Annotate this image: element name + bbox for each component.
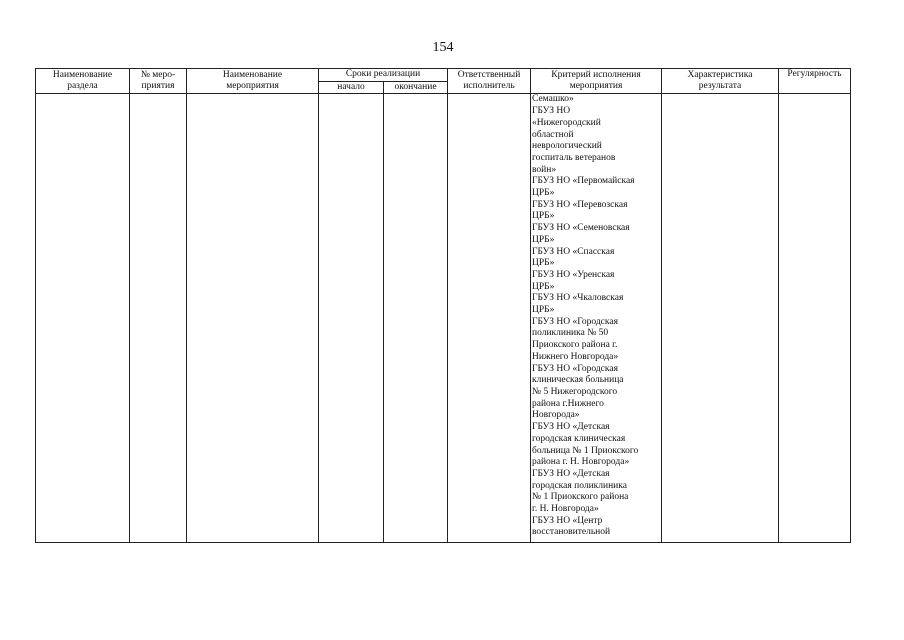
- criterion-line: ГБУЗ НО «Чкаловская: [532, 293, 624, 304]
- criterion-line: Нижнего Новгорода»: [532, 351, 619, 362]
- header-row-top: [36, 69, 851, 82]
- criterion-line: восстановительной: [532, 527, 611, 538]
- header-criterion: [531, 69, 662, 94]
- cell-criterion: [531, 94, 662, 543]
- cell-number: [130, 94, 187, 543]
- criterion-line: Семашко»: [532, 94, 574, 105]
- header-number-line-2: приятия: [141, 81, 175, 92]
- header-start: начало: [319, 81, 384, 94]
- header-event-name-line-1: Наименование: [222, 69, 283, 80]
- criterion-line: ЦРБ»: [532, 211, 555, 222]
- criterion-line: № 5 Нижегородского: [532, 386, 618, 397]
- table-row: [36, 94, 851, 543]
- cell-result: [662, 94, 779, 543]
- criterion-line: ГБУЗ НО «Центр: [532, 515, 603, 526]
- cell-responsible: [448, 94, 531, 543]
- header-result: [662, 69, 779, 94]
- criterion-line: г. Н. Новгорода»: [532, 504, 599, 515]
- header-deadlines: Сроки реализации: [319, 69, 448, 82]
- criterion-line: ЦРБ»: [532, 281, 555, 292]
- header-result-line-1: Характеристика: [687, 69, 753, 80]
- criterion-line: ГБУЗ НО «Спасская: [532, 246, 615, 257]
- criterion-line: Новгорода»: [532, 410, 580, 421]
- criterion-line: госпиталь ветеранов: [532, 152, 616, 163]
- criterion-line: № 1 Приокского района: [532, 492, 629, 503]
- cell-end: [384, 94, 448, 543]
- header-responsible: [448, 69, 531, 94]
- header-event-name-line-2: мероприятия: [226, 81, 279, 92]
- header-criterion-line-1: Критерий исполнения: [551, 69, 641, 80]
- criterion-line: ГБУЗ НО «Детская: [532, 468, 610, 479]
- criterion-line: «Нижегородский: [532, 117, 601, 128]
- criterion-line: клиническая больница: [532, 375, 624, 386]
- header-responsible-line-1: Ответственный: [457, 69, 521, 80]
- cell-section: [36, 94, 130, 543]
- page-number: 154: [432, 40, 454, 55]
- header-result-line-2: результата: [698, 81, 742, 92]
- header-section: [36, 69, 130, 94]
- header-section-line-2: раздела: [67, 81, 98, 92]
- cell-start: [319, 94, 384, 543]
- header-criterion-line-2: мероприятия: [569, 81, 623, 92]
- header-section-line-1: Наименование: [52, 69, 113, 80]
- criterion-line: ГБУЗ НО «Уренская: [532, 269, 615, 280]
- criterion-line: Приокского района г.: [532, 340, 618, 351]
- criterion-line: городская клиническая: [532, 433, 626, 444]
- criterion-line: областной: [532, 129, 574, 140]
- cell-event-name: [187, 94, 319, 543]
- header-number-line-1: № меро-: [140, 69, 176, 80]
- criterion-line: ЦРБ»: [532, 188, 555, 199]
- criterion-line: городская поликлиника: [532, 480, 627, 491]
- criterion-line: ГБУЗ НО «Первомайская: [532, 176, 635, 187]
- criterion-line: ГБУЗ НО «Городская: [532, 316, 618, 327]
- header-end: окончание: [384, 81, 448, 94]
- header-responsible-line-2: исполнитель: [463, 81, 515, 92]
- cell-regularity: [779, 94, 851, 543]
- measures-table: [35, 68, 851, 543]
- criterion-line: ЦРБ»: [532, 258, 555, 269]
- criterion-line: ГБУЗ НО: [532, 106, 571, 117]
- header-number: [130, 69, 187, 94]
- header-event-name: [187, 69, 319, 94]
- criterion-line: района г. Н. Новгорода»: [532, 457, 630, 468]
- criterion-line: поликлиника № 50: [532, 328, 609, 339]
- criterion-line: района г.Нижнего: [532, 398, 604, 409]
- criterion-line: больница № 1 Приокского: [532, 445, 639, 456]
- criterion-line: неврологический: [532, 141, 602, 152]
- criterion-line: ГБУЗ НО «Перевозская: [532, 199, 628, 210]
- criterion-line: ГБУЗ НО «Детская: [532, 422, 610, 433]
- criterion-line: войн»: [532, 164, 557, 175]
- criterion-line: ГБУЗ НО «Семеновская: [532, 223, 630, 234]
- header-regularity: Регулярность: [779, 69, 851, 94]
- criterion-line: ГБУЗ НО «Городская: [532, 363, 618, 374]
- criterion-line: ЦРБ»: [532, 305, 555, 316]
- criterion-line: ЦРБ»: [532, 234, 555, 245]
